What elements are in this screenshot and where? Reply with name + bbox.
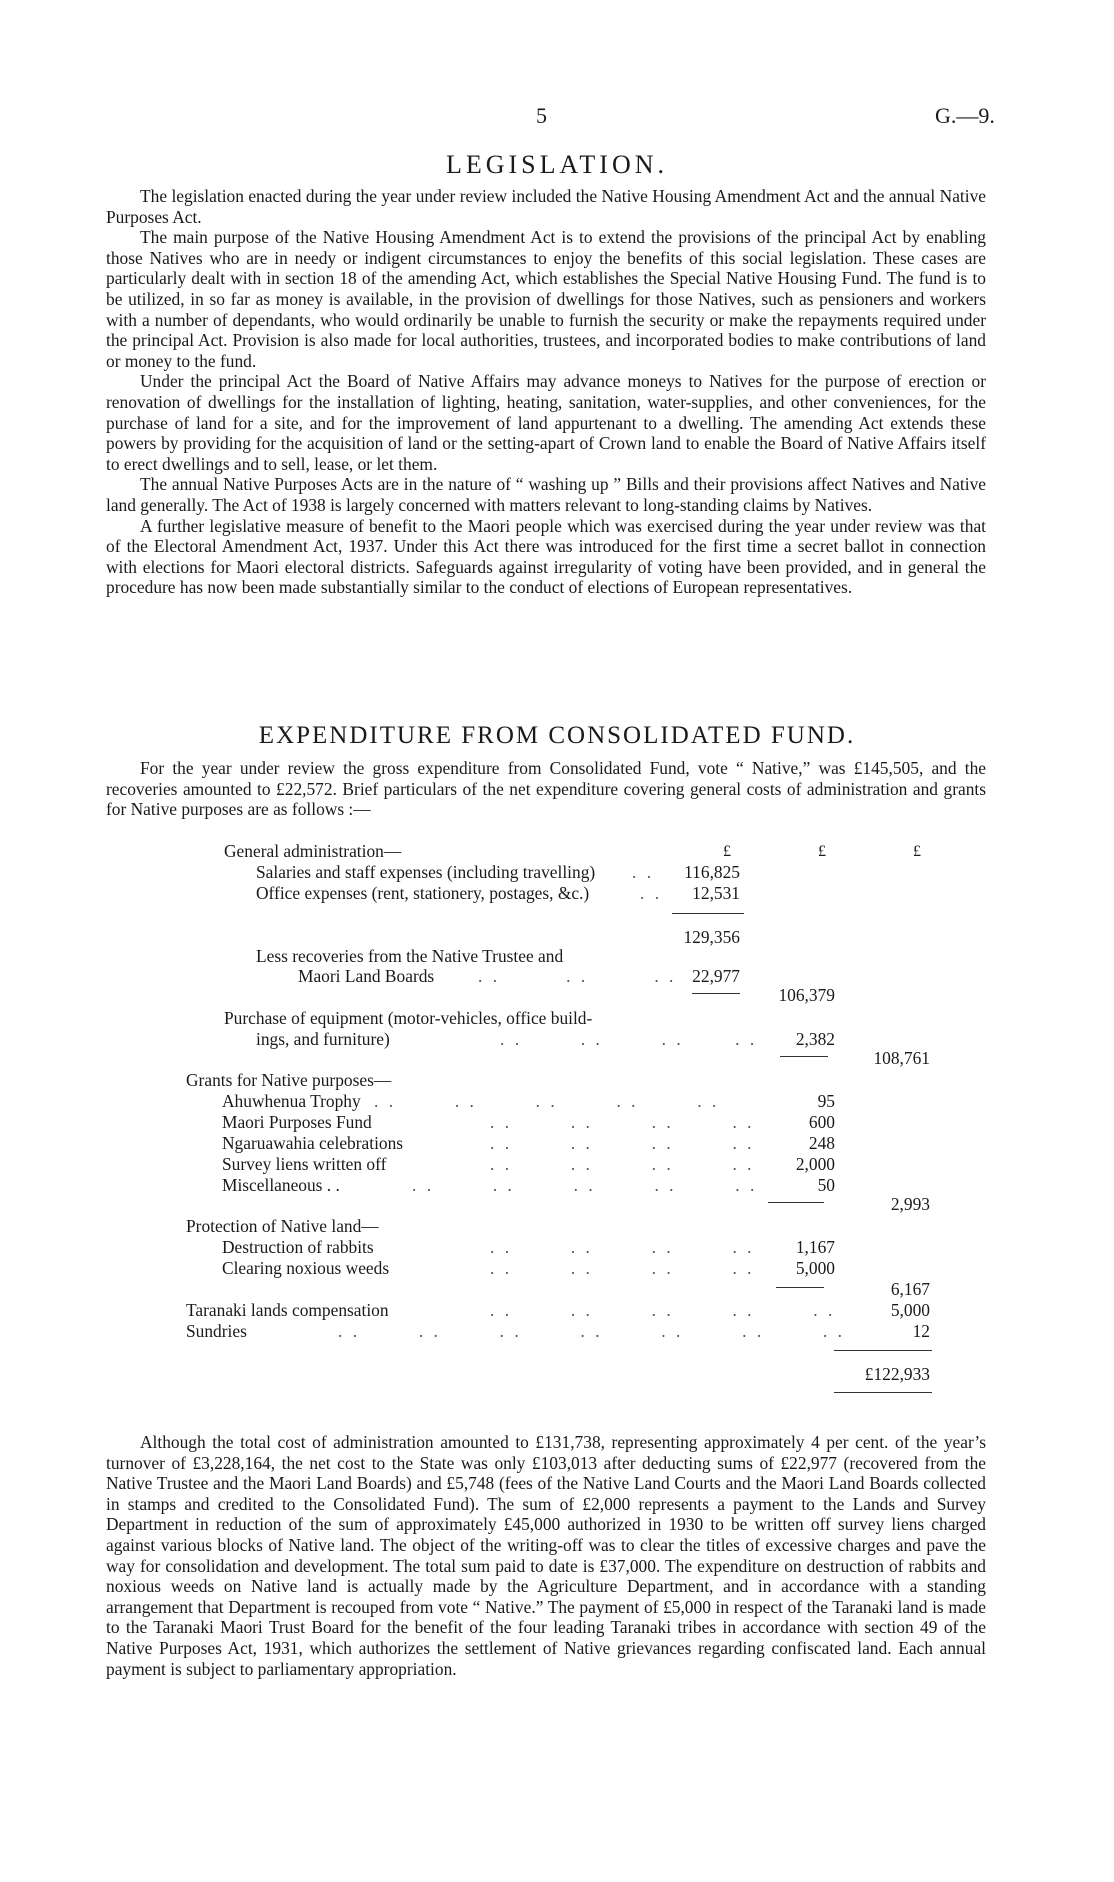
paragraph: The legislation enacted during the year under review included the Native Housing Amendment Act and the annual Native Purposes Act.: [106, 186, 986, 227]
row-value: 2,382: [795, 1029, 835, 1049]
row-value: 248: [808, 1133, 835, 1153]
subtotal-value: 106,379: [778, 985, 835, 1005]
sum-rule: [672, 913, 744, 914]
row-label: Destruction of rabbits: [222, 1237, 374, 1257]
row-label: Salaries and staff expenses (including travelling): [256, 862, 596, 882]
sum-rule: [768, 1202, 824, 1203]
section-heading: Protection of Native land—: [186, 1216, 379, 1236]
currency-symbol: £: [723, 843, 731, 860]
row-label: Purchase of equipment (motor-vehicles, office build-: [224, 1008, 593, 1028]
row-label: Ahuwhenua Trophy: [222, 1091, 361, 1111]
leader-dots: . . . . . . . . . .: [490, 1300, 836, 1320]
section-heading: Grants for Native purposes—: [186, 1070, 392, 1090]
row-value: 50: [817, 1175, 835, 1195]
row-label: Taranaki lands compensation: [186, 1300, 389, 1320]
leader-dots: . . . . . . . . . .: [412, 1175, 758, 1195]
row-value: 600: [808, 1112, 835, 1132]
row-label: Office expenses (rent, stationery, postages, &c.): [256, 883, 590, 903]
document-reference: G.—9.: [935, 103, 995, 128]
row-label: Sundries: [186, 1321, 247, 1341]
leader-dots: . . . . . . . .: [500, 1029, 758, 1049]
currency-symbol: £: [913, 843, 921, 860]
row-value: 12,531: [692, 883, 740, 903]
leader-dots: . . . . . . . . . .: [374, 1091, 720, 1111]
row-label: Miscellaneous . .: [222, 1175, 340, 1195]
row-label: Maori Purposes Fund: [222, 1112, 372, 1132]
row-value: 95: [817, 1091, 835, 1111]
grand-total: £122,933: [864, 1364, 930, 1384]
paragraph: The annual Native Purposes Acts are in the nature of “ washing up ” Bills and their provisions affect Natives and Native land generally. The Act of 1938 is largely concerned with matters relevant to long-standing claims by Natives.: [106, 474, 986, 515]
leader-dots: . . . . . . . .: [490, 1258, 755, 1278]
paragraph: For the year under review the gross expenditure from Consolidated Fund, vote “ Native,” was £145,505, and the recoveries amounted to £22,572. Brief particulars of the net expenditure covering general costs of administration and grants for Native purposes are as follows :—: [106, 758, 986, 820]
total-value: 2,993: [890, 1194, 930, 1214]
row-label: Clearing noxious weeds: [222, 1258, 390, 1278]
page-number: 5: [536, 103, 547, 128]
sum-rule: [780, 1056, 828, 1057]
total-value: 108,761: [873, 1048, 930, 1068]
row-value: 5,000: [890, 1300, 930, 1320]
leader-dots: . .: [632, 862, 655, 882]
leader-dots: . . . . . . . .: [490, 1112, 755, 1132]
row-label: ings, and furniture): [256, 1029, 390, 1049]
row-value: 12: [912, 1321, 930, 1341]
row-value: 22,977: [692, 966, 740, 986]
row-label: Ngaruawahia celebrations: [222, 1133, 404, 1153]
subtotal-value: 129,356: [683, 927, 740, 947]
paragraph: A further legislative measure of benefit to the Maori people which was exercised during the year under review was that of the Electoral Amendment Act, 1937. Under this Act there was introduced for the first time a secret ballot in connection with elections for Maori electoral districts. Safeguards against irregularity of voting have been provided, and in general the procedure has now been made substantially similar to the conduct of elections of European representatives.: [106, 515, 986, 598]
row-value: 1,167: [795, 1237, 835, 1257]
row-value: 2,000: [795, 1154, 835, 1174]
leader-dots: . .: [640, 883, 663, 903]
section-heading: General administration—: [224, 841, 402, 861]
sum-rule: [834, 1350, 932, 1351]
row-label: Survey liens written off: [222, 1154, 387, 1174]
paragraph: Under the principal Act the Board of Native Affairs may advance moneys to Natives for the purpose of erection or renovation of dwellings for the installation of lighting, heating, sanitation, water-supplies, and other conveniences, for the purchase of land for a site, and for the improvement of land appurtenant to a dwelling. The amending Act extends these powers by providing for the acquisition of land or the setting-apart of Crown land to enable the Board of Native Affairs itself to erect dwellings and to sell, lease, or let them.: [106, 371, 986, 474]
paragraph: The main purpose of the Native Housing Amendment Act is to extend the provisions of the principal Act by enabling those Natives who are in needy or indigent circumstances to enjoy the benefits of this social legislation. These cases are particularly dealt with in section 18 of the amending Act, which establishes the Special Native Housing Fund. The fund is to be utilized, in so far as money is available, in the provision of dwellings for those Natives, such as pensioners and workers with a number of dependants, who would ordinarily be unable to furnish the security or make the repayments required under the principal Act. Provision is also made for local authorities, trustees, and incorporated bodies to make contributions of land or money to the fund.: [106, 227, 986, 371]
leader-dots: . . . . . . . .: [490, 1154, 755, 1174]
row-value: 116,825: [684, 862, 740, 882]
row-value: 5,000: [795, 1258, 835, 1278]
closing-section: [106, 1432, 986, 1679]
paragraph: Although the total cost of administration amounted to £131,738, representing approximately 4 per cent. of the year’s turnover of £3,228,164, the net cost to the State was only £103,013 after deducting sums of £22,977 (recovered from the Native Trustee and the Maori Land Boards) and £5,748 (fees of the Native Land Courts and the Maori Land Boards collected in stamps and credited to the Consolidated Fund). The sum of £2,000 represents a payment to the Lands and Survey Department in reduction of the sum of approximately £45,000 authorized in 1930 to be written off survey liens charged against various blocks of Native land. The object of the writing-off was to clear the titles of excessive charges and pave the way for consolidation and development. The total sum paid to date is £37,000. The expenditure on destruction of rabbits and noxious weeds on Native land is actually made by the Agriculture Department, and in accordance with a standing arrangement that Department is recouped from vote “ Native.” The payment of £5,000 in respect of the Taranaki land is made to the Taranaki Maori Trust Board for the benefit of the four leading Taranaki tribes in accordance with section 49 of the Native Purposes Act, 1931, which authorizes the settlement of Native grievances regarding confiscated land. Each annual payment is subject to parliamentary appropriation.: [106, 1432, 986, 1679]
total-value: 6,167: [890, 1279, 930, 1299]
sum-rule: [834, 1392, 932, 1393]
currency-symbol: £: [818, 843, 826, 860]
leader-dots: . . . . . . . . . . . . . .: [338, 1321, 845, 1341]
leader-dots: . . . . . .: [478, 966, 677, 986]
row-label: Less recoveries from the Native Trustee and: [256, 946, 564, 966]
sum-rule: [692, 993, 740, 994]
expenditure-heading: EXPENDITURE FROM CONSOLIDATED FUND.: [258, 722, 856, 749]
leader-dots: . . . . . . . .: [490, 1133, 755, 1153]
leader-dots: . . . . . . . .: [490, 1237, 755, 1257]
legislation-heading: LEGISLATION.: [445, 150, 669, 179]
sum-rule: [776, 1287, 824, 1288]
row-label: Maori Land Boards: [298, 966, 435, 986]
